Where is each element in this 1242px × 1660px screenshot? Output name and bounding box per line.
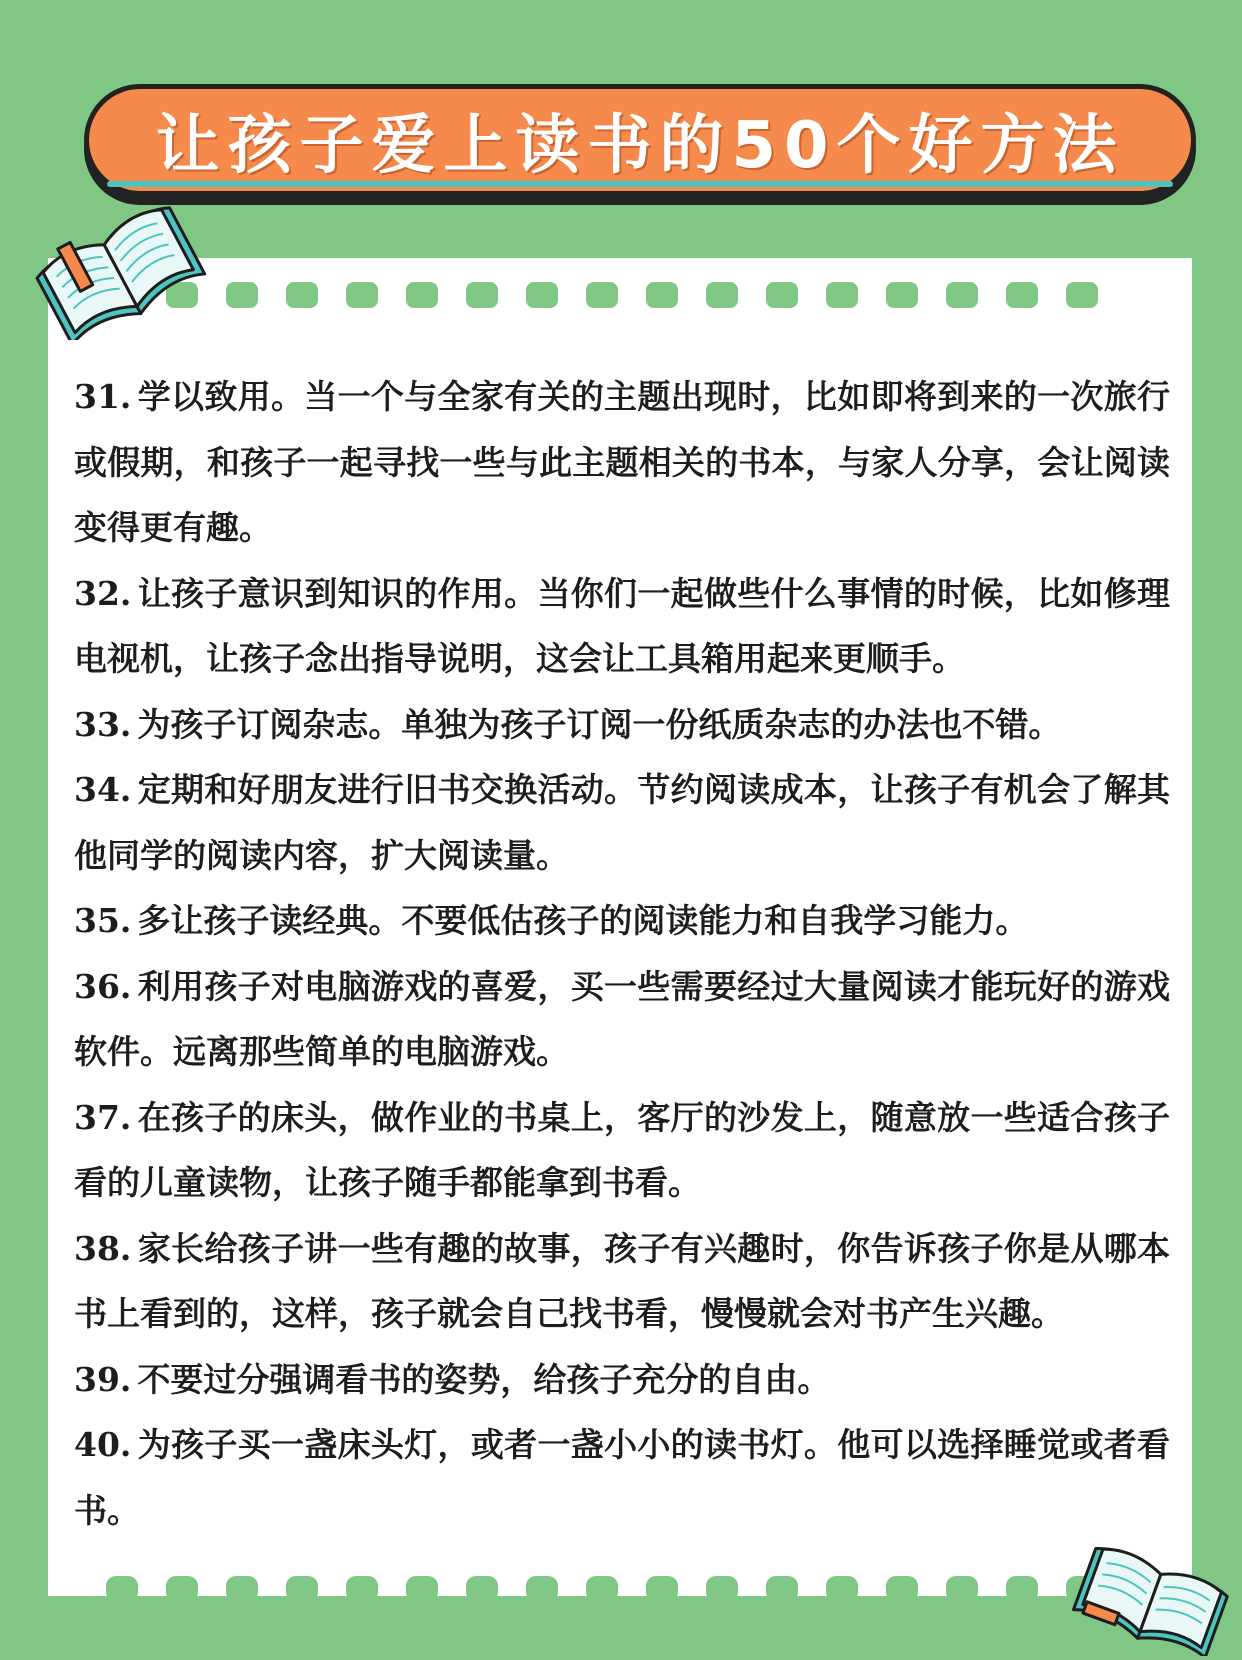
list-item: 31. 学以致用。当一个与全家有关的主题出现时，比如即将到来的一次旅行或假期，和孩子一起寻找一些与此主题相关的书本，与家人分享，会让阅读变得更有趣。 — [74, 377, 1170, 547]
notebook-hole — [586, 282, 618, 308]
notebook-hole — [586, 1576, 618, 1602]
notebook-holes-bottom — [48, 1576, 1192, 1606]
notebook-hole — [226, 282, 258, 308]
list-item: 37. 在孩子的床头，做作业的书桌上，客厅的沙发上，随意放一些适合孩子看的儿童读物，让孩子随手都能拿到书看。 — [74, 1097, 1170, 1202]
notebook-hole — [286, 282, 318, 308]
notebook-hole — [346, 1576, 378, 1602]
title-banner — [84, 84, 1196, 196]
notebook-hole — [226, 1576, 258, 1602]
list-item: 34. 定期和好朋友进行旧书交换活动。节约阅读成本，让孩子有机会了解其他同学的阅读内容，扩大阅读量。 — [74, 770, 1170, 875]
tips-list — [74, 364, 1170, 1543]
notebook-hole — [646, 1576, 678, 1602]
notebook-hole — [706, 282, 738, 308]
notebook-hole — [166, 1576, 198, 1602]
notebook-hole — [526, 1576, 558, 1602]
list-item: 35. 多让孩子读经典。不要低估孩子的阅读能力和自我学习能力。 — [74, 901, 1029, 940]
notebook-hole — [1006, 1576, 1038, 1602]
notebook-hole — [646, 282, 678, 308]
notebook-hole — [886, 282, 918, 308]
list-item: 38. 家长给孩子讲一些有趣的故事，孩子有兴趣时，你告诉孩子你是从哪本书上看到的，这样，孩子就会自己找书看，慢慢就会对书产生兴趣。 — [74, 1228, 1170, 1333]
notebook-hole — [466, 282, 498, 308]
notebook-hole — [886, 1576, 918, 1602]
page-title: 让孩子爱上读书的50个好方法 — [155, 109, 1125, 183]
notebook-hole — [526, 282, 558, 308]
list-item: 40. 为孩子买一盏床头灯，或者一盏小小的读书灯。他可以选择睡觉或者看书。 — [74, 1425, 1170, 1530]
notebook-holes-top — [48, 282, 1192, 312]
notebook-hole — [946, 1576, 978, 1602]
notebook-hole — [406, 282, 438, 308]
notebook-hole — [766, 1576, 798, 1602]
notebook-hole — [286, 1576, 318, 1602]
list-item: 36. 利用孩子对电脑游戏的喜爱，买一些需要经过大量阅读才能玩好的游戏软件。远离那些简单的电脑游戏。 — [74, 966, 1170, 1071]
list-item: 33. 为孩子订阅杂志。单独为孩子订阅一份纸质杂志的办法也不错。 — [74, 704, 1062, 744]
notebook-hole — [106, 1576, 138, 1602]
notebook-hole — [1066, 282, 1098, 308]
notebook-hole — [766, 282, 798, 308]
notebook-hole — [946, 282, 978, 308]
notebook-hole — [406, 1576, 438, 1602]
open-book-icon — [1068, 1536, 1238, 1656]
list-item: 39. 不要过分强调看书的姿势，给孩子充分的自由。 — [74, 1359, 831, 1399]
notebook-hole — [1006, 282, 1038, 308]
notebook-hole — [346, 282, 378, 308]
open-book-icon — [20, 190, 210, 340]
notebook-hole — [466, 1576, 498, 1602]
notebook-hole — [826, 282, 858, 308]
notebook-hole — [826, 1576, 858, 1602]
notebook-hole — [706, 1576, 738, 1602]
list-item: 32. 让孩子意识到知识的作用。当你们一起做些什么事情的时候，比如修理电视机，让孩子念出指导说明，这会让工具箱用起来更顺手。 — [74, 573, 1170, 678]
